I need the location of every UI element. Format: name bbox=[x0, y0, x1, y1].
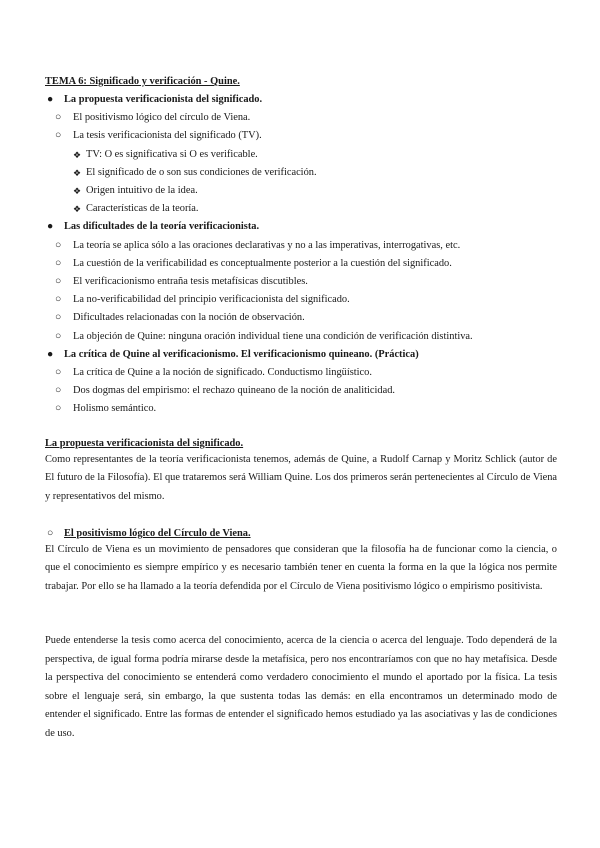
outline-marker: ● bbox=[47, 94, 54, 105]
outline-marker: ● bbox=[47, 221, 54, 233]
outline-item-level-2: Holismo semántico. bbox=[73, 403, 157, 415]
outline-item-level-2: El verificacionismo entraña tesis metafísicas discutibles. bbox=[73, 276, 308, 287]
outline-item-level-2: El positivismo lógico del círculo de Viena. bbox=[73, 112, 251, 124]
section-paragraph-propuesta: Como representantes de la teoría verificacionista tenemos, además de Quine, a Rudolf Carnap y Moritz Schlick (autor de El futuro de la Filosofía). El que trataremos será William Quine. Los dos primeros serán pertenecientes al Círculo de Viena y representativos del mismo. bbox=[45, 454, 557, 502]
outline-item-level-3: El significado de o son sus condiciones de verificación. bbox=[86, 166, 317, 178]
outline-item-level-3: Origen intuitivo de la idea. bbox=[86, 185, 198, 196]
outline-item-level-2: La no-verificabilidad del principio verificacionista del significado. bbox=[73, 294, 350, 306]
section-paragraph-positivismo-2: Puede entenderse la tesis como acerca del conocimiento, acerca de la ciencia o acerca del lenguaje. Todo dependerá de la perspectiva, de igual forma podría mirarse desde la metafísica, pero nos encontraríamos con que no hay metafísica. Desde la perspectiva del conocimiento se entenderá como verdadero conocimiento el mundo el aportado por la física. La tesis sobre el lenguaje será, sin embargo, la que sustenta todas las demás: en ella encontramos un determinado modo de entender el significado. Entre las formas de entender el significado hemos estudiado ya las asociativas y las de condiciones de uso. bbox=[45, 635, 557, 739]
section-heading-positivismo: El positivismo lógico del Círculo de Viena. bbox=[64, 528, 251, 539]
outline-item-level-3: TV: O es significativa si O es verificable. bbox=[86, 148, 258, 160]
outline-marker: ○ bbox=[55, 112, 62, 124]
outline-marker: ❖ bbox=[73, 167, 82, 178]
section-heading-propuesta: La propuesta verificacionista del significado. bbox=[45, 438, 244, 449]
outline-item-level-2: Dificultades relacionadas con la noción de observación. bbox=[73, 312, 305, 324]
outline-marker: ❖ bbox=[73, 186, 82, 196]
outline-marker: ○ bbox=[55, 294, 62, 306]
outline-item-level-2: La tesis verificacionista del significado (TV). bbox=[73, 130, 262, 142]
outline-item-level-3: Características de la teoría. bbox=[86, 203, 199, 215]
outline-marker: ○ bbox=[55, 239, 62, 251]
outline-item-level-2: La cuestión de la verificabilidad es conceptualmente posterior a la cuestión del significado. bbox=[73, 257, 452, 269]
outline-marker: ● bbox=[47, 348, 54, 360]
outline-item-level-1: La propuesta verificacionista del significado. bbox=[64, 94, 263, 105]
subsection-bullet: ○ bbox=[47, 528, 54, 539]
outline-marker: ○ bbox=[55, 330, 62, 342]
outline-item-level-1: Las dificultades de la teoría verificacionista. bbox=[64, 221, 260, 233]
outline-marker: ○ bbox=[55, 276, 62, 287]
outline-item-level-2: La teoría se aplica sólo a las oraciones declarativas y no a las imperativas, interrogativas, etc. bbox=[73, 239, 461, 251]
outline-marker: ○ bbox=[55, 312, 62, 324]
outline-marker: ❖ bbox=[73, 149, 82, 160]
document-title: TEMA 6: Significado y verificación - Quine. bbox=[45, 76, 240, 87]
outline-marker: ○ bbox=[55, 403, 62, 415]
outline-item-level-2: La objeción de Quine: ninguna oración individual tiene una condición de verificación distintiva. bbox=[73, 330, 473, 342]
outline-item-level-1: La crítica de Quine al verificacionismo. El verificacionismo quineano. (Práctica) bbox=[64, 348, 419, 360]
outline-marker: ○ bbox=[55, 130, 62, 142]
outline-item-level-2: Dos dogmas del empirismo: el rechazo quineano de la noción de analiticidad. bbox=[73, 385, 396, 397]
section-paragraph-positivismo-1: El Círculo de Viena es un movimiento de pensadores que consideran que la filosofía ha de funcionar como la ciencia, o que el conocimiento es siempre empírico y es necesario también tener en cuenta la forma en la que la lógica nos permite trabajar. Por ello se ha llamado a la teoría defendida por el Círculo de Viena positivismo lógico o empirismo positivista. bbox=[45, 544, 557, 592]
outline-marker: ❖ bbox=[73, 204, 82, 215]
outline-item-level-2: La crítica de Quine a la noción de significado. Conductismo lingüístico. bbox=[73, 367, 372, 378]
outline-marker: ○ bbox=[55, 385, 62, 397]
outline-marker: ○ bbox=[55, 257, 62, 269]
outline-marker: ○ bbox=[55, 367, 62, 378]
